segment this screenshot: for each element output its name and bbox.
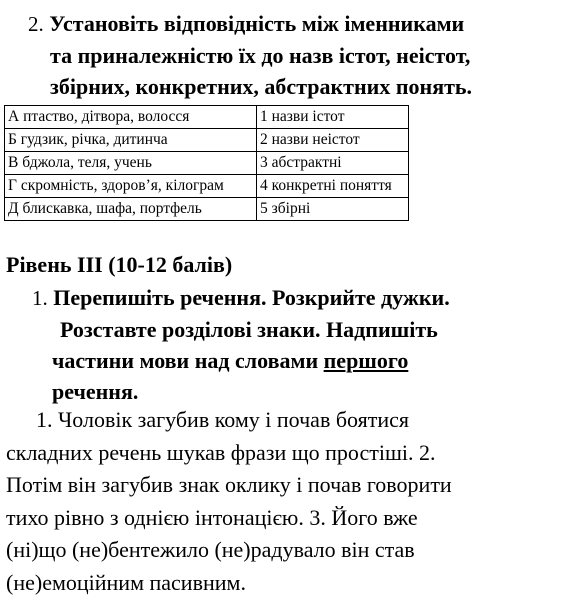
task-1-line-4: речення. [52, 379, 139, 404]
table-row [5, 198, 409, 221]
exercise-text [6, 404, 568, 599]
table-cell-category: 4 конкретні поняття [257, 175, 409, 198]
exercise-line: (не)емоційним пасивним. [6, 569, 246, 595]
table-cell-noun-group: А птаство, дітвора, волосся [5, 106, 257, 129]
table-row [5, 152, 409, 175]
level-heading: Рівень ІІІ (10-12 балів) [6, 252, 233, 277]
task-2-line-3: збірних, конкретних, абстрактних понять. [50, 74, 473, 99]
exercise-line: Потім він загубив знак оклику і почав говорити [6, 472, 452, 497]
task-2-line-1 [28, 8, 568, 40]
table-row [5, 106, 409, 129]
table-row [5, 175, 409, 198]
task-2-text: Установіть відповідність між іменниками [49, 11, 465, 36]
task-1-line-3-text: частини мови над словами [52, 348, 324, 373]
table-cell-category: 2 назви неістот [257, 129, 409, 152]
table-cell-noun-group: В бджола, теля, учень [5, 152, 257, 175]
exercise-line: 1. Чоловік загубив кому і почав боятися [36, 407, 409, 432]
matching-table [4, 105, 409, 221]
task-1-text: Перепишіть речення. Розкрийте дужки. [53, 285, 450, 310]
task-1-line-2: Розставте розділові знаки. Надпишіть [60, 317, 438, 342]
underlined-word: першого [323, 348, 409, 373]
task-number: 2. [28, 12, 44, 36]
task-2 [28, 8, 568, 102]
exercise-line: тихо рівно з однією інтонацією. 3. Його вже [6, 504, 418, 530]
table-row [5, 129, 409, 152]
task-1 [32, 282, 562, 407]
table-cell-noun-group: Б гудзик, річка, дитинча [5, 129, 257, 152]
table-cell-category: 5 збірні [257, 198, 409, 221]
task-2-line-2: та приналежністю їх до назв істот, неістот, [50, 43, 471, 68]
exercise-line: складних речень шукав фрази що простіші. 2. [6, 439, 436, 465]
table-cell-noun-group: Г скромність, здоров’я, кілограм [5, 175, 257, 198]
task-1-line-1 [32, 282, 562, 314]
exercise-line: (ні)що (не)бентежило (не)радувало він став [6, 537, 415, 562]
table-cell-category: 3 абстрактні [257, 152, 409, 175]
task-number: 1. [32, 286, 48, 310]
table-cell-category: 1 назви істот [257, 106, 409, 129]
task-1-line-3 [32, 345, 562, 376]
table-cell-noun-group: Д блискавка, шафа, портфель [5, 198, 257, 221]
